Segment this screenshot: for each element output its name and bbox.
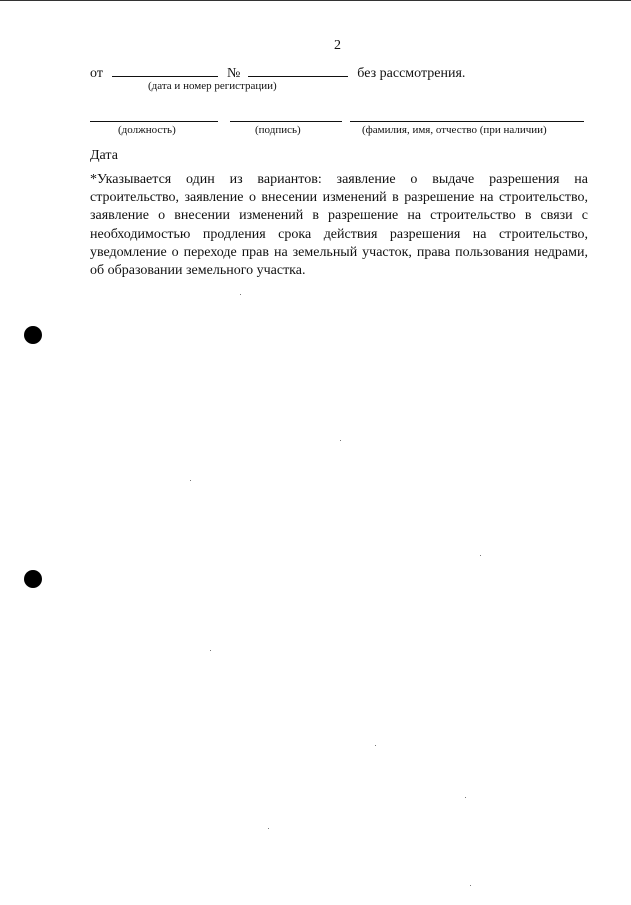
name-line bbox=[350, 121, 584, 122]
date-blank bbox=[112, 63, 218, 77]
number-blank bbox=[248, 63, 348, 77]
footnote: *Указывается один из вариантов: заявление о выдаче разрешения на строительство, заявление о внесении изменений в разрешение на строительство, заявление о внесении изменений в разрешение на строительство в связи с необходимостью продления срока действия разрешения на строительство, уведомление о переходе прав на земельный участок, права пользования недрами, об образовании земельного участка. bbox=[90, 172, 588, 279]
scan-top-edge bbox=[0, 0, 631, 1]
scan-speck bbox=[240, 294, 241, 295]
registration-suffix: без рассмотрения. bbox=[357, 66, 466, 81]
registration-line bbox=[90, 63, 465, 82]
scan-speck bbox=[268, 828, 269, 829]
scan-speck bbox=[375, 745, 376, 746]
signature-line bbox=[230, 121, 342, 122]
scan-speck bbox=[340, 440, 341, 441]
position-line bbox=[90, 121, 218, 122]
page-number: 2 bbox=[334, 38, 341, 53]
punch-hole bbox=[24, 570, 42, 588]
signature-hint: (подпись) bbox=[255, 124, 301, 136]
from-label: от bbox=[90, 66, 103, 81]
scan-speck bbox=[470, 885, 471, 886]
registration-hint: (дата и номер регистрации) bbox=[148, 80, 277, 92]
number-sign: № bbox=[226, 66, 241, 81]
scan-speck bbox=[210, 650, 211, 651]
name-hint: (фамилия, имя, отчество (при наличии) bbox=[362, 124, 547, 136]
position-hint: (должность) bbox=[118, 124, 176, 136]
scan-speck bbox=[465, 797, 466, 798]
scan-speck bbox=[480, 555, 481, 556]
scan-speck bbox=[190, 480, 191, 481]
punch-hole bbox=[24, 326, 42, 344]
date-label: Дата bbox=[90, 148, 118, 163]
